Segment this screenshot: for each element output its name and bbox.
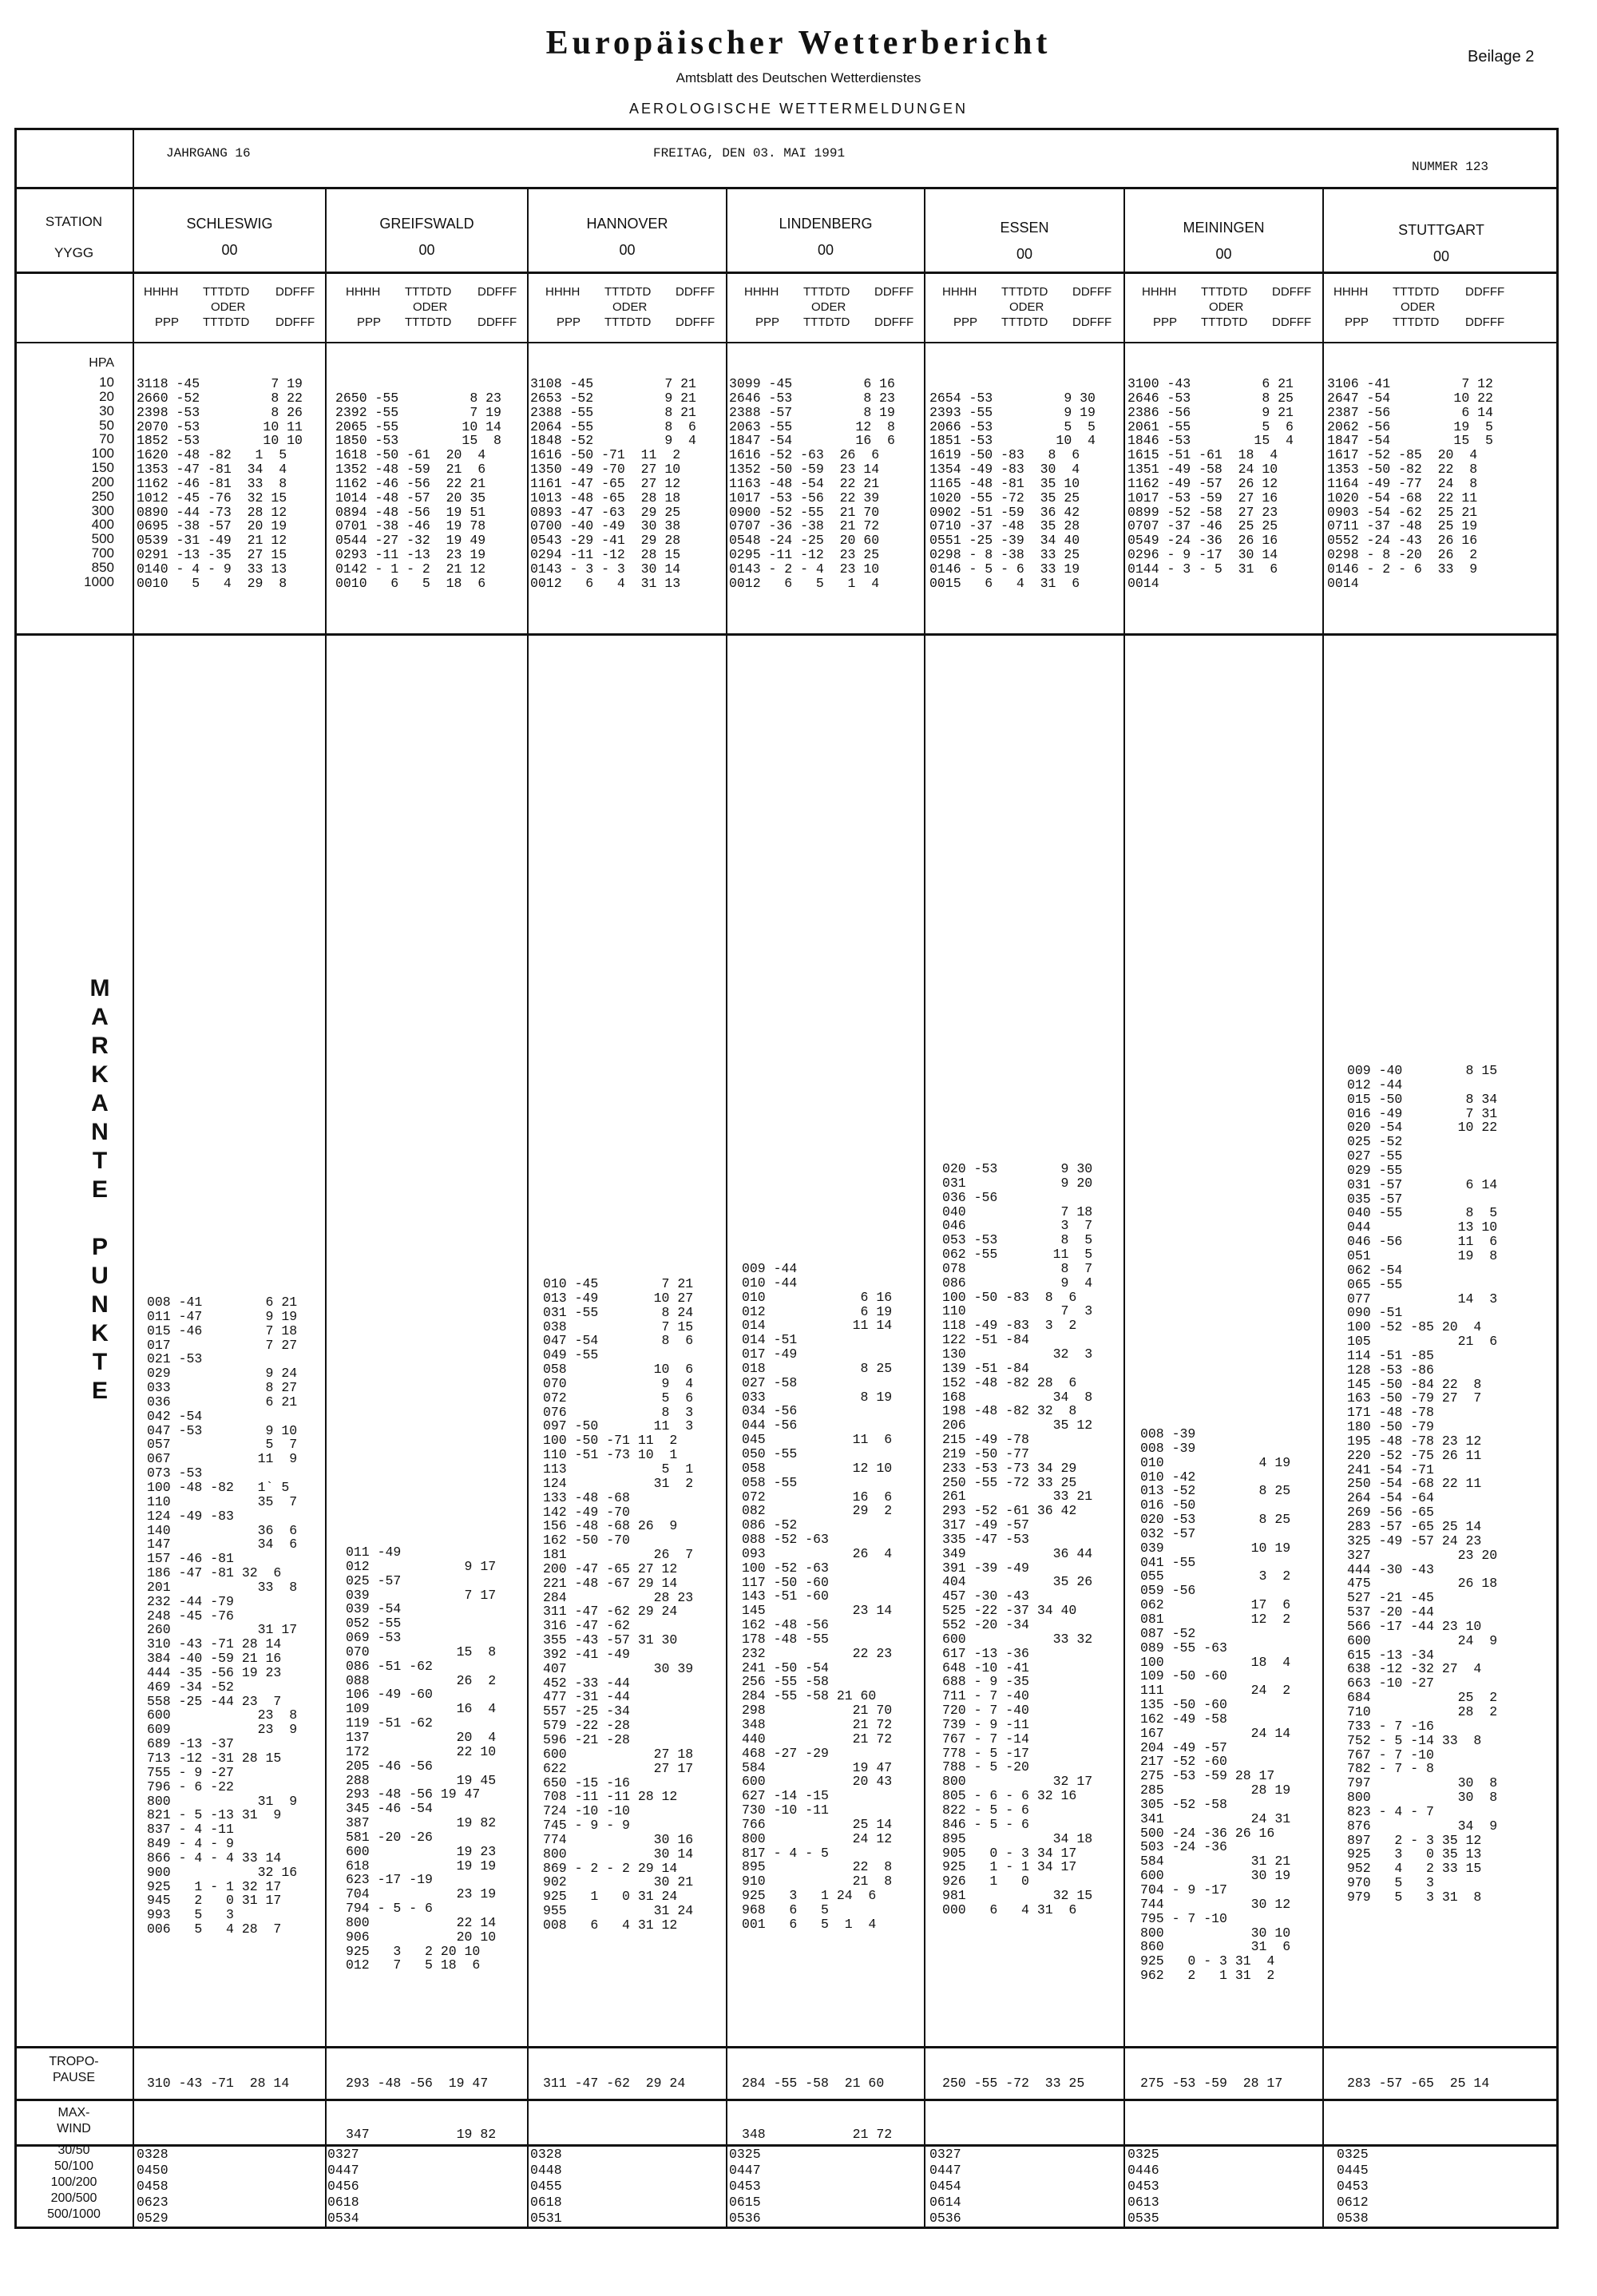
- col-oder: ODER: [811, 300, 846, 314]
- col-ttt: TTTDTD: [604, 285, 652, 299]
- markante-punkte-letter: K: [91, 1061, 109, 1088]
- layers-stuttgart: 0325 0445 0453 0612 0538: [1337, 2147, 1369, 2226]
- station-hannover: [529, 216, 726, 259]
- col-hhhh: HHHH: [346, 285, 381, 299]
- col-dd: DDFFF: [1072, 315, 1112, 329]
- col-ttt: TTTDTD: [203, 315, 250, 329]
- col-ttt: TTTDTD: [1393, 285, 1440, 299]
- tropopause-essen: 250 -55 -72 33 25: [942, 2076, 1085, 2091]
- hpa-level: 10: [99, 375, 114, 390]
- col-hhhh: HHHH: [744, 285, 779, 299]
- layers-hannover: 0328 0448 0455 0618 0531: [530, 2147, 562, 2226]
- column-head-greifswald: [346, 284, 525, 330]
- col-dd: DDFFF: [275, 285, 315, 299]
- col-dd: DDFFF: [874, 285, 914, 299]
- markante-punkte-letter: A: [91, 1004, 109, 1030]
- jahrgang-label: JAHRGANG 16: [166, 146, 251, 161]
- hpa-level: 70: [99, 431, 114, 447]
- col-ppp: PPP: [155, 315, 180, 329]
- station-essen: [925, 220, 1123, 263]
- divider-col-6: [1322, 187, 1324, 2229]
- station-name: GREIFSWALD: [379, 216, 474, 232]
- sig-points-meiningen: 008 -39 008 -39 010 4 19 010 -42 013 -52 8 25 016 -50 020 -53 8 25 032 -57 039 10 19 041 -55 055 3 2 059 -56 062 17 6 081 12 2 087 -52 089 -55 -63 100 18 4 109 -50 -60 111 24 2 135 -50 -60 162 -49 -58 167 24 14 204 -49 -57 217 -52 -60 275 -53 -59 28 17 285 28 19 305 -52 -58 341 24 31 500 -24 -36 26 16 503 -24 -36 584 31 21 600 30 19 704 - 9 -17 744 30 12 795 - 7 -10 800 30 10 860 31 6 925 0 - 3 31 4 962 2 1 31 2: [1140, 1426, 1291, 1984]
- col-ppp: PPP: [1345, 315, 1369, 329]
- tropopause-label-line: TROPO-: [49, 2055, 99, 2068]
- markante-punkte-letter: K: [91, 1320, 109, 1346]
- maxwind-label-line: MAX-: [57, 2106, 90, 2120]
- markante-punkte-letter: E: [91, 1378, 108, 1404]
- hpa-level: 850: [91, 559, 114, 575]
- markante-punkte-letter: T: [92, 1148, 108, 1174]
- rule-issue-row: [14, 187, 1559, 189]
- col-dd: DDFFF: [1072, 285, 1112, 299]
- markante-punkte-letter: E: [91, 1176, 108, 1203]
- col-ppp: PPP: [953, 315, 978, 329]
- col-ppp: PPP: [1153, 315, 1178, 329]
- layers-lindenberg: 0325 0447 0453 0615 0536: [729, 2147, 761, 2226]
- col-ttt: TTTDTD: [405, 315, 452, 329]
- hpa-label: HPA: [89, 356, 114, 370]
- station-time: 00: [418, 242, 435, 258]
- hpa-levels: [16, 375, 132, 589]
- std-levels-greifswald: 2650 -55 8 23 2392 -55 7 19 2065 -55 10 14 1850 -53 15 8 1618 -50 -61 20 4 1352 -48 -59 21 6 1162 -46 -56 22 21 1014 -48 -57 20 35 0894 -48 -56 19 51 0701 -38 -46 19 78 0544 -27 -32 19 49 0293 -11 -13 23 19 0142 - 1 - 2 21 12 0010 6 5 18 6: [335, 390, 501, 591]
- hpa-level: 100: [91, 446, 114, 462]
- column-head-hannover: [545, 284, 724, 330]
- col-dd: DDFFF: [478, 285, 517, 299]
- nummer-label: NUMMER 123: [1412, 160, 1489, 174]
- col-ppp: PPP: [755, 315, 780, 329]
- station-stuttgart: [1324, 222, 1559, 265]
- station-time: 00: [1016, 246, 1033, 262]
- layer-label: 100/200: [50, 2175, 97, 2189]
- divider-col-1: [325, 187, 327, 2229]
- tropopause-hannover: 311 -47 -62 29 24: [543, 2076, 686, 2091]
- sig-points-hannover: 010 -45 7 21 013 -49 10 27 031 -55 8 24 038 7 15 047 -54 8 6 049 -55 058 10 6 070 9 4 072 5 6 076 8 3 097 -50 11 3 100 -50 -71 11 2 110 -51 -73 10 1 113 5 1 124 31 2 133 -48 -68 142 -49 -70 156 -48 -68 26 9 162 -50 -70 181 26 7 200 -47 -65 27 12 221 -48 -67 29 14 284 28 23 311 -47 -62 29 24 316 -47 -62 355 -43 -57 31 30 392 -41 -49 407 30 39 452 -33 -44 477 -31 -44 557 -25 -34 579 -22 -28 596 -21 -28 600 27 18 622 27 17 650 -15 -16 708 -11 -11 28 12 724 -10 -10 745 - 9 - 9 774 30 16 800 30 14 869 - 2 - 2 29 14 902 30 21 925 1 0 31 24 955 31 24 008 6 4 31 12: [543, 1276, 694, 1933]
- col-hhhh: HHHH: [1142, 285, 1177, 299]
- sig-points-essen: 020 -53 9 30 031 9 20 036 -56 040 7 18 046 3 7 053 -53 8 5 062 -55 11 5 078 8 7 086 9 4 100 -50 -83 8 6 110 7 3 118 -49 -83 3 2 122 -51 -84 130 32 3 139 -51 -84 152 -48 -82 28 6 168 34 8 198 -48 -82 32 8 206 35 12 215 -49 -78 219 -50 -77 233 -53 -73 34 29 250 -55 -72 33 25 261 33 21 293 -52 -61 36 42 317 -49 -57 335 -47 -53 349 36 44 391 -39 -49 404 35 26 457 -30 -43 525 -22 -37 34 40 552 -20 -34 600 33 32 617 -13 -36 648 -10 -41 688 - 9 -35 711 - 7 -40 720 - 7 -40 739 - 9 -11 767 - 7 -14 778 - 5 -17 788 - 5 -20 800 32 17 805 - 6 - 6 32 16 822 - 5 - 6 846 - 5 - 6 895 34 18 905 0 - 3 34 17 925 1 - 1 34 17 926 1 0 981 32 15 000 6 4 31 6: [942, 1161, 1093, 1917]
- station-name: ESSEN: [1000, 220, 1049, 236]
- layers-meiningen: 0325 0446 0453 0613 0535: [1127, 2147, 1159, 2226]
- hpa-level: 200: [91, 474, 114, 490]
- col-dd: DDFFF: [1465, 285, 1505, 299]
- hpa-level: 400: [91, 517, 114, 533]
- col-hhhh: HHHH: [942, 285, 977, 299]
- col-ttt: TTTDTD: [203, 285, 250, 299]
- station-row-label: STATION: [45, 214, 103, 229]
- col-oder: ODER: [1209, 300, 1244, 314]
- col-ttt: TTTDTD: [604, 315, 652, 329]
- markante-punkte-letter: N: [91, 1291, 109, 1318]
- col-dd: DDFFF: [676, 285, 715, 299]
- col-dd: DDFFF: [1272, 315, 1312, 329]
- hpa-level: 300: [91, 502, 114, 518]
- sig-points-greifswald: 011 -49 012 9 17 025 -57 039 7 17 039 -54 052 -55 069 -53 070 15 8 086 -51 -62 088 26 2 106 -49 -60 109 16 4 119 -51 -62 137 20 4 172 22 10 205 -46 -56 288 19 45 293 -48 -56 19 47 345 -46 -54 387 19 82 581 -20 -26 600 19 23 618 19 19 623 -17 -19 704 23 19 794 - 5 - 6 800 22 14 906 20 10 925 3 2 20 10 012 7 5 18 6: [346, 1545, 497, 1973]
- station-name: MEININGEN: [1183, 220, 1265, 236]
- station-greifswald: [327, 216, 527, 259]
- col-ttt: TTTDTD: [405, 285, 452, 299]
- layers-essen: 0327 0447 0454 0614 0536: [929, 2147, 961, 2226]
- maxwind-label: [16, 2105, 132, 2137]
- col-ttt: TTTDTD: [1201, 285, 1248, 299]
- column-head-meiningen: [1142, 284, 1321, 330]
- markante-punkte-letter: M: [89, 975, 110, 1001]
- station-name: LINDENBERG: [779, 216, 873, 232]
- col-dd: DDFFF: [478, 315, 517, 329]
- markante-punkte-letter: [88, 1204, 112, 1233]
- sig-points-stuttgart: 009 -40 8 15 012 -44 015 -50 8 34 016 -49 7 31 020 -54 10 22 025 -52 027 -55 029 -55 031 -57 6 14 035 -57 040 -55 8 5 044 13 10 046 -56 11 6 051 19 8 062 -54 065 -55 077 14 3 090 -51 100 -52 -85 20 4 105 21 6 114 -51 -85 128 -53 -86 145 -50 -84 22 8 163 -50 -79 27 7 171 -48 -78 180 -50 -79 195 -48 -78 23 12 220 -52 -75 26 11 241 -54 -71 250 -54 -68 22 11 264 -54 -64 269 -56 -65 283 -57 -65 25 14 325 -49 -57 24 23 327 23 20 444 -30 -43 475 26 18 527 -21 -45 537 -20 -44 566 -17 -44 23 10 600 24 9 615 -13 -34 638 -12 -32 27 4 663 -10 -27 684 25 2 710 28 2 733 - 7 -16 752 - 5 -14 33 8 767 - 7 -10 782 - 7 - 8 797 30 8 800 30 8 823 - 4 - 7 876 34 9 897 2 - 3 35 12 925 3 0 35 13 952 4 2 33 15 970 5 3 979 5 3 31 8: [1347, 1063, 1498, 1905]
- markante-punkte-letter: T: [92, 1349, 108, 1375]
- col-ttt: TTTDTD: [1393, 315, 1440, 329]
- divider-col-5: [1123, 187, 1125, 2229]
- column-head-essen: [942, 284, 1122, 330]
- col-ttt: TTTDTD: [1201, 315, 1248, 329]
- rule-maxwind: [14, 2144, 1559, 2147]
- rule-sig-points: [14, 2046, 1559, 2048]
- tropopause-stuttgart: 283 -57 -65 25 14: [1347, 2076, 1490, 2091]
- maxwind-label-line: WIND: [57, 2122, 91, 2135]
- tropopause-lindenberg: 284 -55 -58 21 60: [742, 2076, 885, 2091]
- col-dd: DDFFF: [1272, 285, 1312, 299]
- markante-punkte-letter: A: [91, 1090, 109, 1116]
- beilage-label: Beilage 2: [1468, 48, 1535, 65]
- col-hhhh: HHHH: [545, 285, 581, 299]
- divider-col-2: [527, 187, 529, 2229]
- rule-tropo: [14, 2099, 1559, 2101]
- col-dd: DDFFF: [676, 315, 715, 329]
- divider-col-3: [726, 187, 727, 2229]
- tropopause-greifswald: 293 -48 -56 19 47: [346, 2076, 489, 2091]
- divider-label-col: [133, 128, 134, 2229]
- col-dd: DDFFF: [275, 315, 315, 329]
- sig-points-schleswig: 008 -41 6 21 011 -47 9 19 015 -46 7 18 017 7 27 021 -53 029 9 24 033 8 27 036 6 21 042 -54 047 -53 9 10 057 5 7 067 11 9 073 -53 100 -48 -82 1` 5 110 35 7 124 -49 -83 140 36 6 147 34 6 157 -46 -81 186 -47 -81 32 6 201 33 8 232 -44 -79 248 -45 -76 260 31 17 310 -43 -71 28 14 384 -40 -59 21 16 444 -35 -56 19 23 469 -34 -52 558 -25 -44 23 7 600 23 8 609 23 9 689 -13 -37 713 -12 -31 28 15 755 - 9 -27 796 - 6 -22 800 31 9 821 - 5 -13 31 9 837 - 4 -11 849 - 4 - 9 866 - 4 - 4 33 14 900 32 16 925 1 - 1 32 17 945 2 0 31 17 993 5 3 006 5 4 28 7: [147, 1295, 298, 1937]
- rule-std-levels: [14, 633, 1559, 636]
- rule-column-head: [14, 342, 1559, 343]
- layer-label: 50/100: [54, 2159, 93, 2173]
- layers-greifswald: 0327 0447 0456 0618 0534: [327, 2147, 359, 2226]
- page-subtitle: Amtsblatt des Deutschen Wetterdienstes: [676, 70, 921, 85]
- col-oder: ODER: [413, 300, 448, 314]
- yygg-row-label: YYGG: [53, 245, 94, 260]
- sig-points-lindenberg: 009 -44 010 -44 010 6 16 012 6 19 014 11 14 014 -51 017 -49 018 8 25 027 -58 033 8 19 034 -56 044 -56 045 11 6 050 -55 058 12 10 058 -55 072 16 6 082 29 2 086 -52 088 -52 -63 093 26 4 100 -52 -63 117 -50 -60 143 -51 -60 145 23 14 162 -48 -56 178 -48 -55 232 22 23 241 -50 -54 256 -55 -58 284 -55 -58 21 60 298 21 70 348 21 72 440 21 72 468 -27 -29 584 19 47 600 20 43 627 -14 -15 730 -10 -11 766 25 14 800 24 12 817 - 4 - 5 895 22 8 910 21 8 925 3 1 24 6 968 6 5 001 6 5 1 4: [742, 1261, 893, 1932]
- station-name: SCHLESWIG: [186, 216, 273, 232]
- maxwind-lindenberg: 348 21 72: [742, 2127, 893, 2142]
- std-levels-essen: 2654 -53 9 30 2393 -55 9 19 2066 -53 5 5 1851 -53 10 4 1619 -50 -83 8 6 1354 -49 -83 30 4 1165 -48 -81 35 10 1020 -55 -72 35 25 0902 -51 -59 36 42 0710 -37 -48 35 28 0551 -25 -39 34 40 0298 - 8 -38 33 25 0146 - 5 - 6 33 19 0015 6 4 31 6: [929, 390, 1096, 591]
- col-ppp: PPP: [357, 315, 382, 329]
- col-oder: ODER: [1401, 300, 1436, 314]
- layer-label: 30/50: [57, 2143, 90, 2157]
- issue-date: FREITAG, DEN 03. MAI 1991: [653, 146, 846, 161]
- std-levels-schleswig: 3118 -45 7 19 2660 -52 8 22 2398 -53 8 26 2070 -53 10 11 1852 -53 10 10 1620 -48 -82 1 5 1353 -47 -81 34 4 1162 -46 -81 33 8 1012 -45 -76 32 15 0890 -44 -73 28 12 0695 -38 -57 20 19 0539 -31 -49 21 12 0291 -13 -35 27 15 0140 - 4 - 9 33 13 0010 5 4 29 8: [137, 376, 303, 591]
- hpa-level: 30: [99, 402, 114, 418]
- layers-schleswig: 0328 0450 0458 0623 0529: [137, 2147, 168, 2226]
- std-levels-meiningen: 3100 -43 6 21 2646 -53 8 25 2386 -56 9 21 2061 -55 5 6 1846 -53 15 4 1615 -51 -61 18 4 1351 -49 -58 24 10 1162 -49 -57 26 12 1017 -53 -59 27 16 0899 -52 -58 27 23 0707 -37 -46 25 25 0549 -24 -36 26 16 0296 - 9 -17 30 14 0144 - 3 - 5 31 6 0014: [1127, 376, 1294, 591]
- section-title: AEROLOGISCHE WETTERMELDUNGEN: [628, 101, 969, 117]
- col-ttt: TTTDTD: [1001, 315, 1048, 329]
- tropopause-schleswig: 310 -43 -71 28 14: [147, 2076, 290, 2091]
- station-lindenberg: [727, 216, 924, 259]
- column-head-lindenberg: [744, 284, 922, 330]
- col-ppp: PPP: [557, 315, 581, 329]
- col-ttt: TTTDTD: [803, 285, 850, 299]
- col-dd: DDFFF: [1465, 315, 1505, 329]
- maxwind-greifswald: 347 19 82: [346, 2127, 497, 2142]
- divider-col-4: [924, 187, 925, 2229]
- hpa-level: 50: [99, 417, 114, 433]
- station-time: 00: [619, 242, 636, 258]
- col-oder: ODER: [612, 300, 648, 314]
- hpa-level: 500: [91, 531, 114, 547]
- std-levels-stuttgart: 3106 -41 7 12 2647 -54 10 22 2387 -56 6 14 2062 -56 19 5 1847 -54 15 5 1617 -52 -85 20 4 1353 -50 -82 22 8 1164 -49 -77 24 8 1020 -54 -68 22 11 0903 -54 -62 25 21 0711 -37 -48 25 19 0552 -24 -43 26 16 0298 - 8 -20 26 2 0146 - 2 - 6 33 9 0014: [1327, 376, 1493, 591]
- page-title: Europäischer Wetterbericht: [545, 25, 1052, 61]
- hpa-level: 20: [99, 388, 114, 404]
- std-levels-hannover: 3108 -45 7 21 2653 -52 9 21 2388 -55 8 21 2064 -55 8 6 1848 -52 9 4 1616 -50 -71 11 2 1350 -49 -70 27 10 1161 -47 -65 27 12 1013 -48 -65 28 18 0893 -47 -63 29 25 0700 -40 -49 30 38 0543 -29 -41 29 28 0294 -11 -12 28 15 0143 - 3 - 3 30 14 0012 6 4 31 13: [530, 376, 696, 591]
- station-name: HANNOVER: [586, 216, 668, 232]
- station-schleswig: [134, 216, 325, 259]
- markante-punkte-letter: N: [91, 1119, 109, 1145]
- markante-punkte-letter: P: [91, 1234, 108, 1260]
- station-time: 00: [1215, 246, 1232, 262]
- hpa-level: 700: [91, 545, 114, 561]
- col-ttt: TTTDTD: [1001, 285, 1048, 299]
- tropopause-label: [16, 2054, 132, 2086]
- col-hhhh: HHHH: [144, 285, 179, 299]
- hpa-level: 1000: [84, 573, 114, 589]
- col-dd: DDFFF: [874, 315, 914, 329]
- layer-label: 200/500: [50, 2191, 97, 2205]
- station-name: STUTTGART: [1398, 222, 1484, 238]
- station-meiningen: [1125, 220, 1322, 263]
- std-levels-lindenberg: 3099 -45 6 16 2646 -53 8 23 2388 -57 8 19 2063 -55 12 8 1847 -54 16 6 1616 -52 -63 26 6 1352 -50 -59 23 14 1163 -48 -54 22 21 1017 -53 -56 22 39 0900 -52 -55 21 70 0707 -36 -38 21 72 0548 -24 -25 20 60 0295 -11 -12 23 25 0143 - 2 - 4 23 10 0012 6 5 1 4: [729, 376, 895, 591]
- column-head-schleswig: [144, 284, 323, 330]
- station-time: 00: [817, 242, 834, 258]
- column-head-stuttgart: [1333, 284, 1533, 330]
- markante-punkte-label: [88, 974, 112, 1406]
- col-oder: ODER: [1009, 300, 1044, 314]
- tropopause-meiningen: 275 -53 -59 28 17: [1140, 2076, 1283, 2091]
- rule-station-row: [14, 272, 1559, 274]
- hpa-level: 250: [91, 488, 114, 504]
- layer-labels: [16, 2144, 132, 2224]
- station-time: 00: [1433, 248, 1450, 264]
- col-ttt: TTTDTD: [803, 315, 850, 329]
- hpa-level: 150: [91, 460, 114, 476]
- tropopause-label-line: PAUSE: [52, 2071, 96, 2084]
- col-oder: ODER: [211, 300, 246, 314]
- layer-label: 500/1000: [47, 2207, 101, 2221]
- col-hhhh: HHHH: [1333, 285, 1369, 299]
- station-time: 00: [221, 242, 238, 258]
- markante-punkte-letter: U: [91, 1263, 109, 1289]
- markante-punkte-letter: R: [91, 1033, 109, 1059]
